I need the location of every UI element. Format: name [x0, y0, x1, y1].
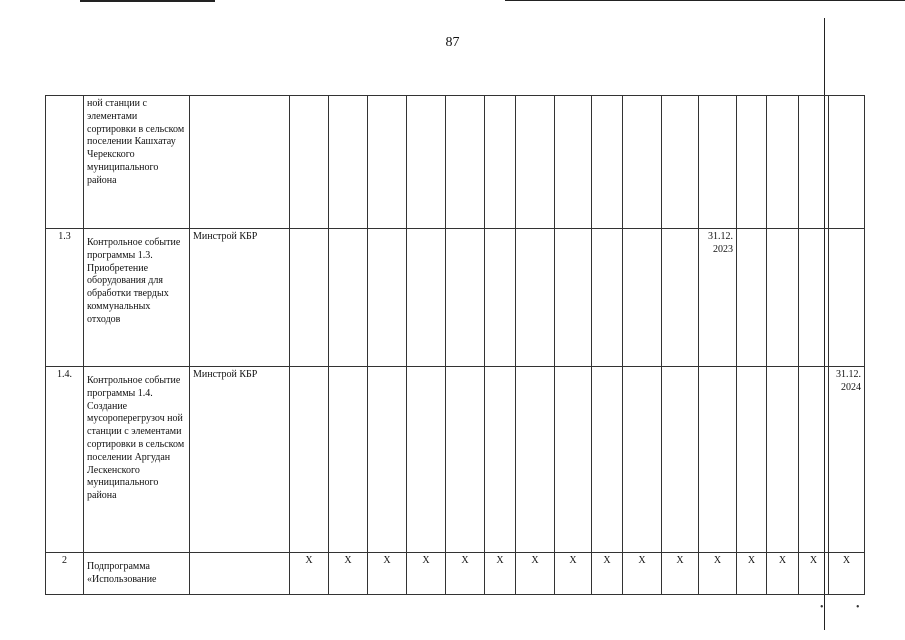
table-cell — [767, 367, 799, 553]
table-cell-x: X — [329, 553, 368, 595]
row-number: 1.3 — [46, 229, 84, 367]
table-cell — [623, 229, 662, 367]
table-cell — [446, 367, 485, 553]
page-number: 87 — [445, 35, 460, 50]
table-cell — [829, 229, 865, 367]
table-cell — [699, 367, 737, 553]
table-cell-x: X — [662, 553, 699, 595]
table-cell-x: X — [829, 553, 865, 595]
table-cell — [516, 229, 555, 367]
table-cell-x: X — [407, 553, 446, 595]
table-cell — [368, 229, 407, 367]
table-row — [46, 229, 865, 367]
table-cell — [799, 229, 829, 367]
table-cell — [329, 229, 368, 367]
table-cell — [516, 96, 555, 229]
table-cell — [737, 96, 767, 229]
table-cell — [662, 96, 699, 229]
table-cell — [829, 96, 865, 229]
table-cell — [329, 367, 368, 553]
table-cell — [485, 229, 516, 367]
table-cell-x: X — [485, 553, 516, 595]
row-name: ной станции с элементами сортировки в сельском поселении Кашхатау Черекского муниципального района — [84, 96, 190, 229]
table-cell-x: X — [516, 553, 555, 595]
table-cell — [329, 96, 368, 229]
table-cell — [407, 96, 446, 229]
scan-smudge: • — [856, 602, 860, 613]
scan-artifact-top-right — [505, 0, 905, 1]
row-name: Подпрограмма «Использование — [84, 553, 190, 595]
row-executor — [190, 553, 290, 595]
table-cell — [407, 367, 446, 553]
table-cell — [368, 96, 407, 229]
table-cell-x: X — [699, 553, 737, 595]
table-cell — [446, 229, 485, 367]
table-cell — [555, 367, 592, 553]
scan-artifact-top-left — [80, 0, 215, 2]
table-cell-x: X — [623, 553, 662, 595]
table-cell-x: X — [767, 553, 799, 595]
table-cell — [623, 367, 662, 553]
table-cell — [407, 229, 446, 367]
table-cell — [446, 96, 485, 229]
row-executor — [190, 96, 290, 229]
table-cell-x: X — [737, 553, 767, 595]
table-cell — [290, 229, 329, 367]
table-cell — [662, 229, 699, 367]
table-cell — [699, 96, 737, 229]
table-cell — [485, 367, 516, 553]
row-number: 1.4. — [46, 367, 84, 553]
row-executor: Минстрой КБР — [190, 367, 290, 553]
table-cell-x: X — [592, 553, 623, 595]
scan-smudge: • — [820, 602, 824, 613]
table-cell-x: X — [290, 553, 329, 595]
row-number — [46, 96, 84, 229]
table-cell-date: 31.12. 2024 — [829, 367, 865, 553]
table-cell-x: X — [555, 553, 592, 595]
table-cell-date: 31.12. 2023 — [699, 229, 737, 367]
table-cell — [555, 96, 592, 229]
table-cell — [555, 229, 592, 367]
table-row — [46, 553, 865, 595]
row-name: Контрольное событие программы 1.3. Приобретение оборудования для обработки твердых коммунальных отходов — [84, 229, 190, 367]
table-cell — [592, 229, 623, 367]
row-executor: Минстрой КБР — [190, 229, 290, 367]
schedule-table — [45, 95, 865, 595]
table-cell — [592, 96, 623, 229]
table-cell — [623, 96, 662, 229]
table-cell — [662, 367, 699, 553]
table-cell — [290, 96, 329, 229]
row-number: 2 — [46, 553, 84, 595]
table-row — [46, 96, 865, 229]
table-cell-x: X — [799, 553, 829, 595]
table-cell — [767, 96, 799, 229]
table-cell-x: X — [368, 553, 407, 595]
row-name: Контрольное событие программы 1.4. Создание мусороперегрузоч ной станции с элементами сортировки в сельском поселении Аргудан Лескенского муниципального района — [84, 367, 190, 553]
table-cell — [767, 229, 799, 367]
table-cell — [485, 96, 516, 229]
table-cell — [592, 367, 623, 553]
table-cell — [290, 367, 329, 553]
table-cell — [737, 367, 767, 553]
table-cell — [799, 367, 829, 553]
table-cell — [368, 367, 407, 553]
table-row — [46, 367, 865, 553]
table-cell — [799, 96, 829, 229]
table-cell-x: X — [446, 553, 485, 595]
table-cell — [516, 367, 555, 553]
table-cell — [737, 229, 767, 367]
